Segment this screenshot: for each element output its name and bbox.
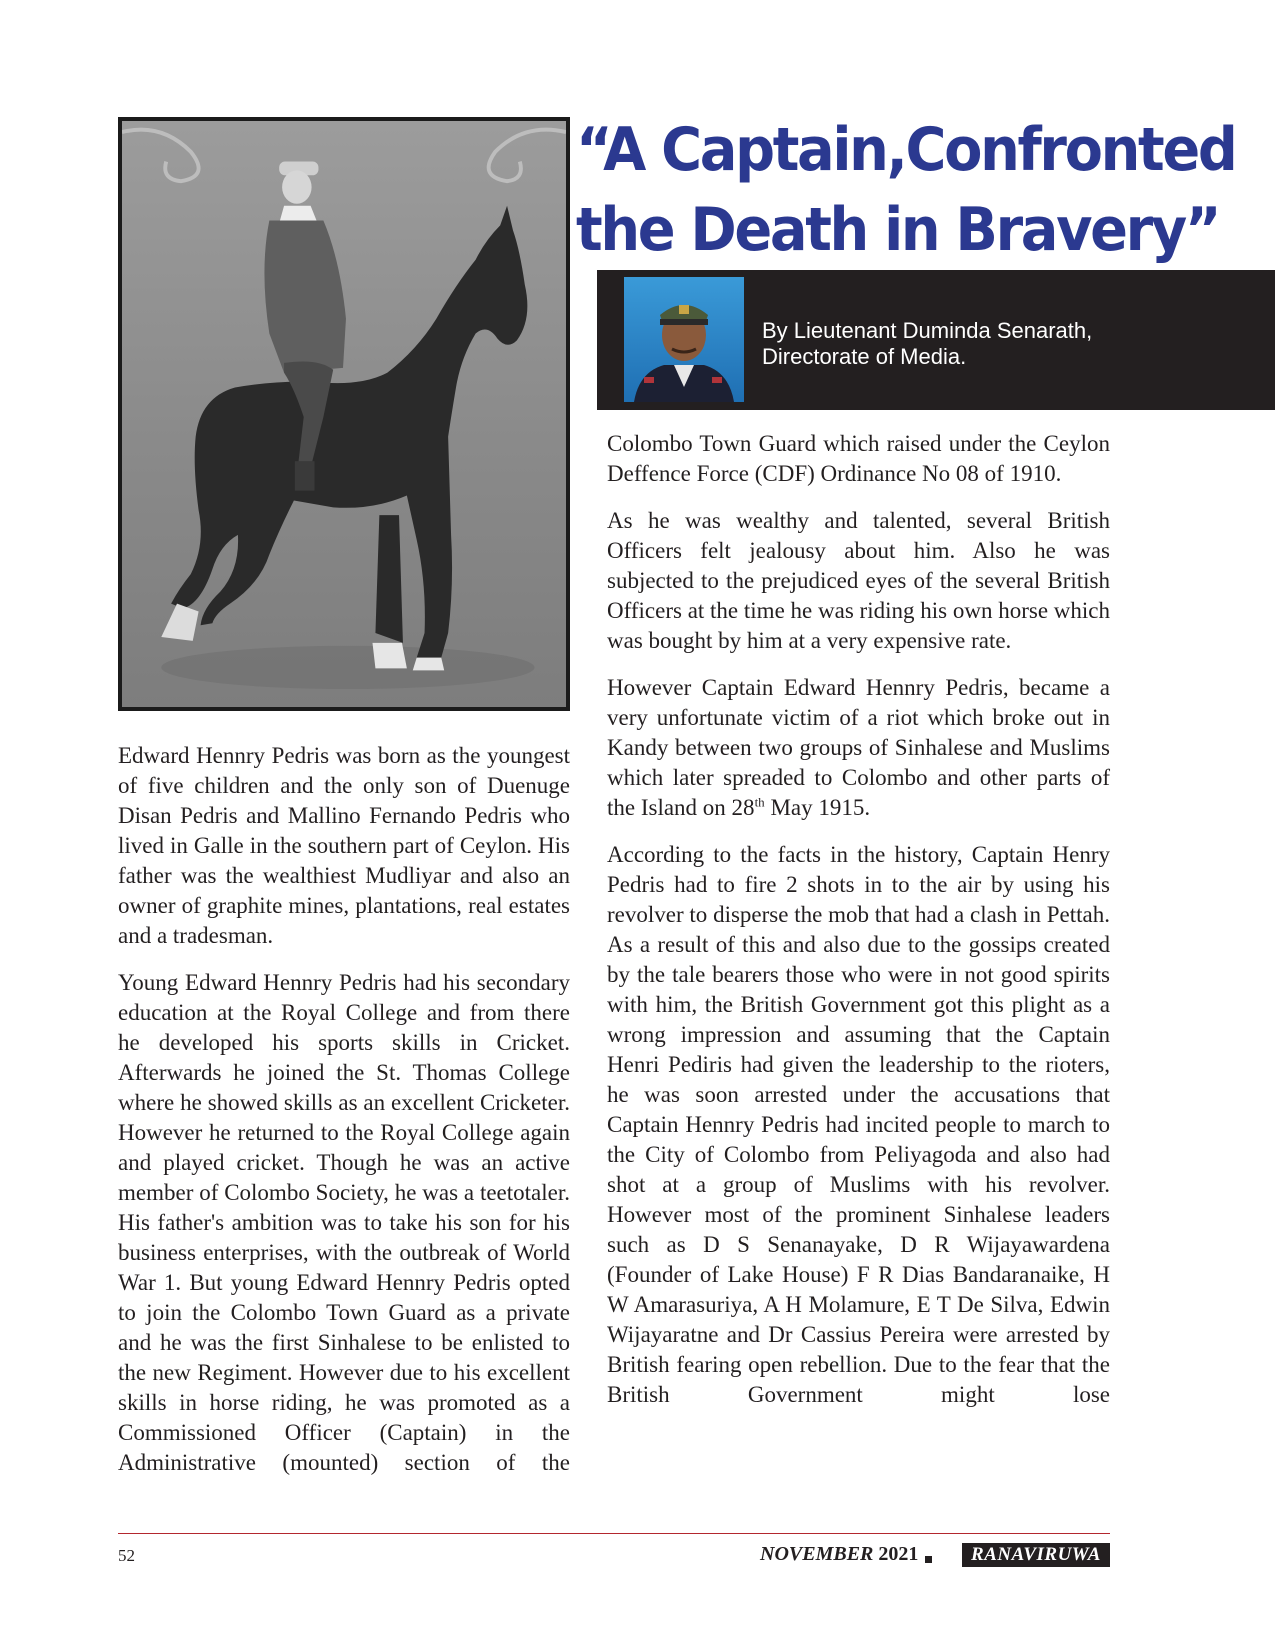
headline-line-1: “A Captain,Confronted [576,115,1236,185]
issue-month: NOVEMBER [760,1543,874,1565]
paragraph: According to the facts in the history, Captain Henry Pedris had to fire 2 shots in to the air by using his revolver to disperse the mob that had a clash in Pettah. As a result of this and also due to the gossips created by the tale bearers those who were in not good spirits with him, the British Government got this plight as a wrong impression and assuming that the Captain Henri Pediris had given the leadership to the rioters, he was soon arrested under the accusations that Captain Hennry Pedris had incited people to march to the City of Colombo from Peliyagoda and also had shot at a group of Muslims with his revolver. However most of the prominent Sinhalese leaders such as D S Senanayake, D R Wijayawardena (Founder of Lake House) F R Dias Bandaranaike, H W Amarasuriya, A H Molamure, E T De Silva, Edwin Wijayaratne and Dr Cassius Pereira were arrested by British fearing open rebellion. Due to the fear that the British Government might lose [607,842,1110,1407]
magazine-name: RANAVIRUWA [962,1543,1110,1567]
footer-divider [118,1533,1110,1534]
headline-line-2: the Death in Bravery” [576,195,1220,265]
byline [762,318,1092,370]
paragraph: Young Edward Hennry Pedris had his secondary education at the Royal College and from there he developed his sports skills in Cricket. Afterwards he joined the St. Thomas College where he showed skills as an excellent Cricketer. However he returned to the Royal College again and played cricket. Though he was an active member of Colombo Society, he was a teetotaler. His father's ambition was to take his son for his business enterprises, with the outbreak of World War 1. But young Edward Hennry Pedris opted to join the Colombo Town Guard as a private and he was the first Sinhalese to be enlisted to the new Regiment. However due to his excellent skills in horse riding, he was promoted as a Commissioned Officer (Captain) in the Administrative (mounted) section of the [118,970,570,1475]
paragraph [607,673,1110,823]
byline-bar [597,270,1275,410]
issue-date [760,1543,918,1566]
left-column [118,741,570,1495]
paragraph-text: However Captain Edward Hennry Pedris, became a very unfortunate victim of a riot which broke out in Kandy between two groups of Sinhalese and Muslims which later spreaded to Colombo and other parts of the Island on 28 [607,675,1110,820]
page-number: 52 [118,1546,135,1565]
main-photo [118,117,570,711]
right-column [607,429,1110,1427]
byline-author: By Lieutenant Duminda Senarath, [762,318,1093,343]
paragraph: As he was wealthy and talented, several British Officers felt jealousy about him. Also he was subjected to the prejudiced eyes of the several British Officers at the time he was riding his own horse which was bought by him at a very expensive rate. [607,508,1110,653]
issue-year: 2021 [878,1543,919,1565]
paragraph: Edward Hennry Pedris was born as the youngest of five children and the only son of Duenuge Disan Pedris and Mallino Fernando Pedris who lived in Galle in the southern part of Ceylon. His father was the wealthiest Mudliyar and also an owner of graphite mines, plantations, real estates and a tradesman. [118,743,570,948]
byline-department: Directorate of Media. [762,344,967,369]
square-bullet-icon [925,1556,932,1563]
paragraph: Colombo Town Guard which raised under the Ceylon Deffence Force (CDF) Ordinance No 08 of 1910. [607,431,1110,486]
article-headline [576,110,1236,270]
ordinal-suffix: th [754,794,765,810]
author-photo [624,277,744,402]
paragraph-text: May 1915. [764,795,871,820]
